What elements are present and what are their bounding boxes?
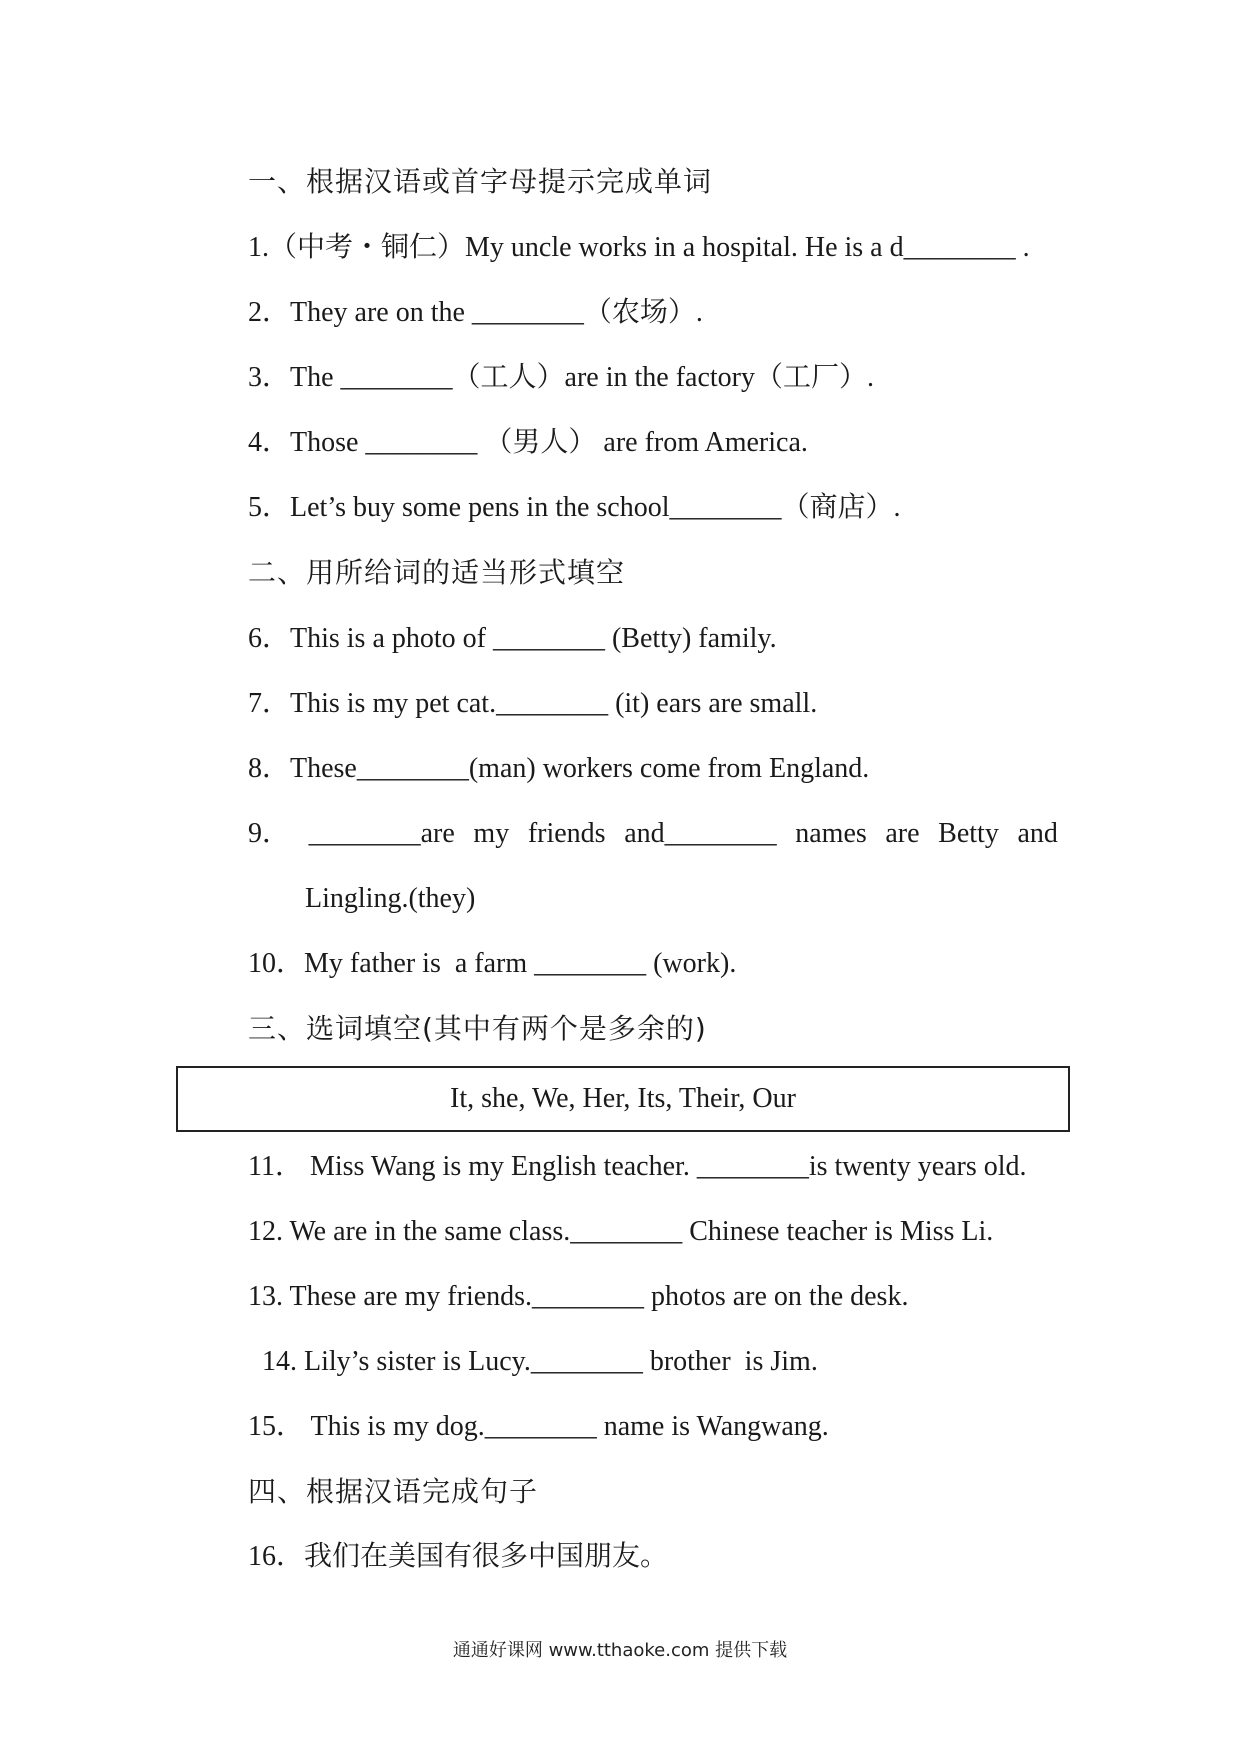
q9-part: 9． — [248, 818, 291, 849]
question-7: 7．This is my pet cat.________ (it) ears are small. — [248, 688, 818, 719]
footer-source: 通通好课网 www.tthaoke.com 提供下载 — [452, 1640, 788, 1661]
section-1-heading: 一、根据汉语或首字母提示完成单词 — [248, 165, 713, 198]
question-10: 10．My father is a farm ________ (work). — [248, 948, 737, 979]
q9-part: my — [473, 818, 510, 849]
section-4-heading: 四、根据汉语完成句子 — [248, 1475, 539, 1508]
q9-part: ________are — [308, 818, 455, 849]
question-8: 8．These________(man) workers come from England. — [248, 753, 870, 784]
question-4: 4．Those ________ （男人） are from America. — [248, 427, 808, 458]
question-11: 11． Miss Wang is my English teacher. ________is twenty years old. — [248, 1151, 1027, 1182]
section-3-heading: 三、选词填空(其中有两个是多余的) — [248, 1012, 707, 1045]
question-12: 12. We are in the same class.________ Chinese teacher is Miss Li. — [248, 1216, 994, 1247]
question-2: 2．They are on the ________（农场）. — [248, 297, 703, 328]
question-9-continuation: Lingling.(they) — [305, 883, 476, 914]
q9-part: and________ — [624, 818, 777, 849]
question-5: 5．Let’s buy some pens in the school________（商店）. — [248, 492, 901, 523]
word-bank-text: It, she, We, Her, Its, Their, Our — [450, 1083, 796, 1114]
section-2-heading: 二、用所给词的适当形式填空 — [248, 556, 626, 589]
question-14: 14. Lily’s sister is Lucy.________ brother is Jim. — [262, 1346, 818, 1377]
word-bank-box — [176, 1066, 1070, 1132]
question-3: 3．The ________（工人）are in the factory（工厂）. — [248, 362, 874, 393]
q9-part: are — [885, 818, 920, 849]
question-9 — [248, 816, 1058, 852]
question-15: 15． This is my dog.________ name is Wangwang. — [248, 1411, 829, 1442]
question-16: 16．我们在美国有很多中国朋友。 — [248, 1541, 669, 1572]
q9-part: Betty — [938, 818, 999, 849]
q9-part: names — [795, 818, 867, 849]
question-6: 6．This is a photo of ________ (Betty) family. — [248, 623, 777, 654]
question-13: 13. These are my friends.________ photos are on the desk. — [248, 1281, 909, 1312]
q9-part: and — [1017, 818, 1058, 849]
q9-part: friends — [527, 818, 606, 849]
question-1: 1.（中考・铜仁）My uncle works in a hospital. He is a d________ . — [248, 232, 1030, 263]
